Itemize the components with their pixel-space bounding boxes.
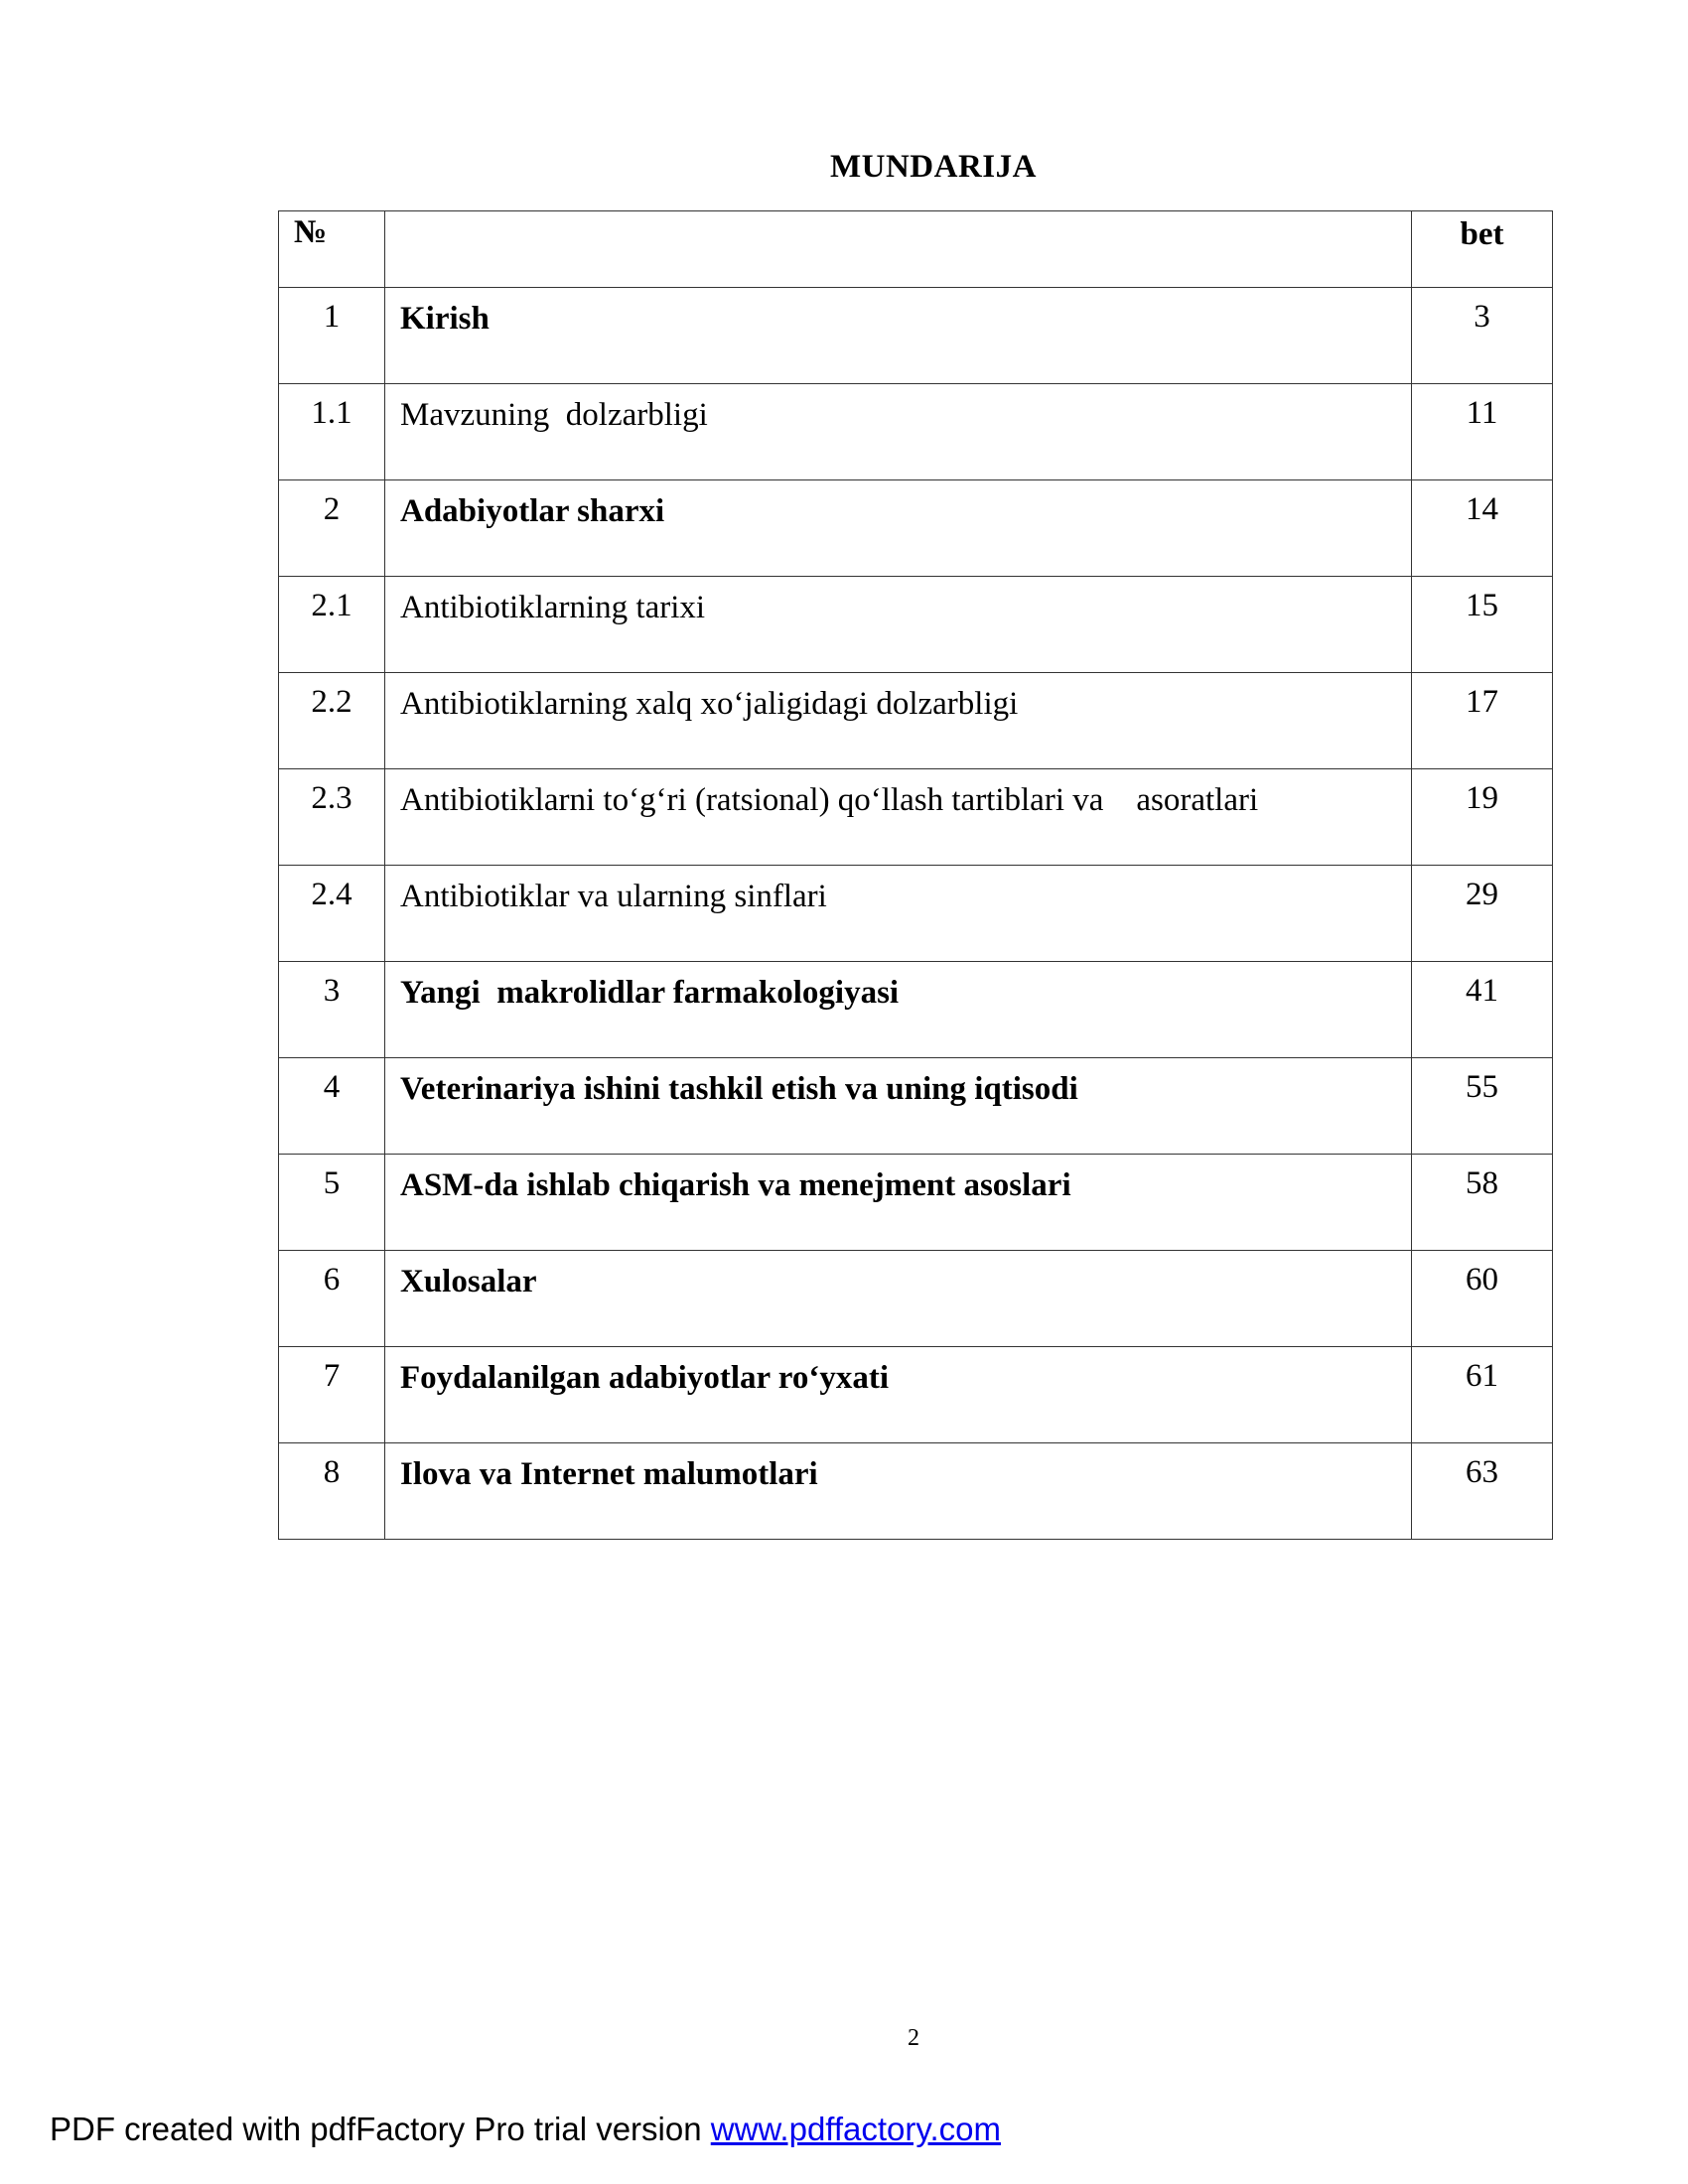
table-row [279,288,1553,384]
row-page: 15 [1412,577,1553,673]
table-row [279,673,1553,769]
table-row [279,480,1553,577]
table-row [279,577,1553,673]
row-number: 1.1 [279,384,385,480]
pdf-footer [50,2111,1001,2148]
page-number: 2 [908,2025,919,2051]
header-page: bet [1412,211,1553,288]
table-row [279,866,1553,962]
table-row [279,384,1553,480]
row-page: 14 [1412,480,1553,577]
row-page: 3 [1412,288,1553,384]
row-number: 2 [279,480,385,577]
table-row [279,1443,1553,1540]
row-number: 3 [279,962,385,1058]
row-number: 1 [279,288,385,384]
row-page: 41 [1412,962,1553,1058]
row-title: Veterinariya ishini tashkil etish va uning iqtisodi [385,1058,1412,1155]
page-title: MUNDARIJA [830,149,1037,185]
row-title: Antibiotiklarning tarixi [385,577,1412,673]
row-number: 2.2 [279,673,385,769]
row-number: 4 [279,1058,385,1155]
row-title: Yangi makrolidlar farmakologiyasi [385,962,1412,1058]
table-row [279,769,1553,866]
row-title: Antibiotiklarni to‘g‘ri (ratsional) qo‘llash tartiblari va asoratlari [385,769,1412,866]
row-number: 2.3 [279,769,385,866]
row-title: Kirish [385,288,1412,384]
row-number: 7 [279,1347,385,1443]
row-number: 5 [279,1155,385,1251]
footer-link[interactable]: www.pdffactory.com [710,2111,1001,2147]
row-title: Adabiyotlar sharxi [385,480,1412,577]
table-row [279,962,1553,1058]
row-number: 2.1 [279,577,385,673]
row-title: Foydalanilgan adabiyotlar ro‘yxati [385,1347,1412,1443]
row-number: 6 [279,1251,385,1347]
row-number: 2.4 [279,866,385,962]
row-page: 29 [1412,866,1553,962]
row-page: 19 [1412,769,1553,866]
table-header-row [279,211,1553,288]
row-title: Xulosalar [385,1251,1412,1347]
row-page: 61 [1412,1347,1553,1443]
table-row [279,1058,1553,1155]
row-page: 17 [1412,673,1553,769]
footer-text: PDF created with pdfFactory Pro trial version [50,2111,711,2147]
row-page: 58 [1412,1155,1553,1251]
table-of-contents [278,210,1553,1540]
row-title: Mavzuning dolzarbligi [385,384,1412,480]
row-page: 11 [1412,384,1553,480]
table-row [279,1347,1553,1443]
row-title: ASM-da ishlab chiqarish va menejment asoslari [385,1155,1412,1251]
table-row [279,1155,1553,1251]
header-number: № [279,211,385,288]
row-page: 63 [1412,1443,1553,1540]
row-title: Antibiotiklarning xalq xo‘jaligidagi dolzarbligi [385,673,1412,769]
row-title: Antibiotiklar va ularning sinflari [385,866,1412,962]
row-page: 55 [1412,1058,1553,1155]
row-number: 8 [279,1443,385,1540]
header-title [385,211,1412,288]
row-page: 60 [1412,1251,1553,1347]
table-row [279,1251,1553,1347]
row-title: Ilova va Internet malumotlari [385,1443,1412,1540]
